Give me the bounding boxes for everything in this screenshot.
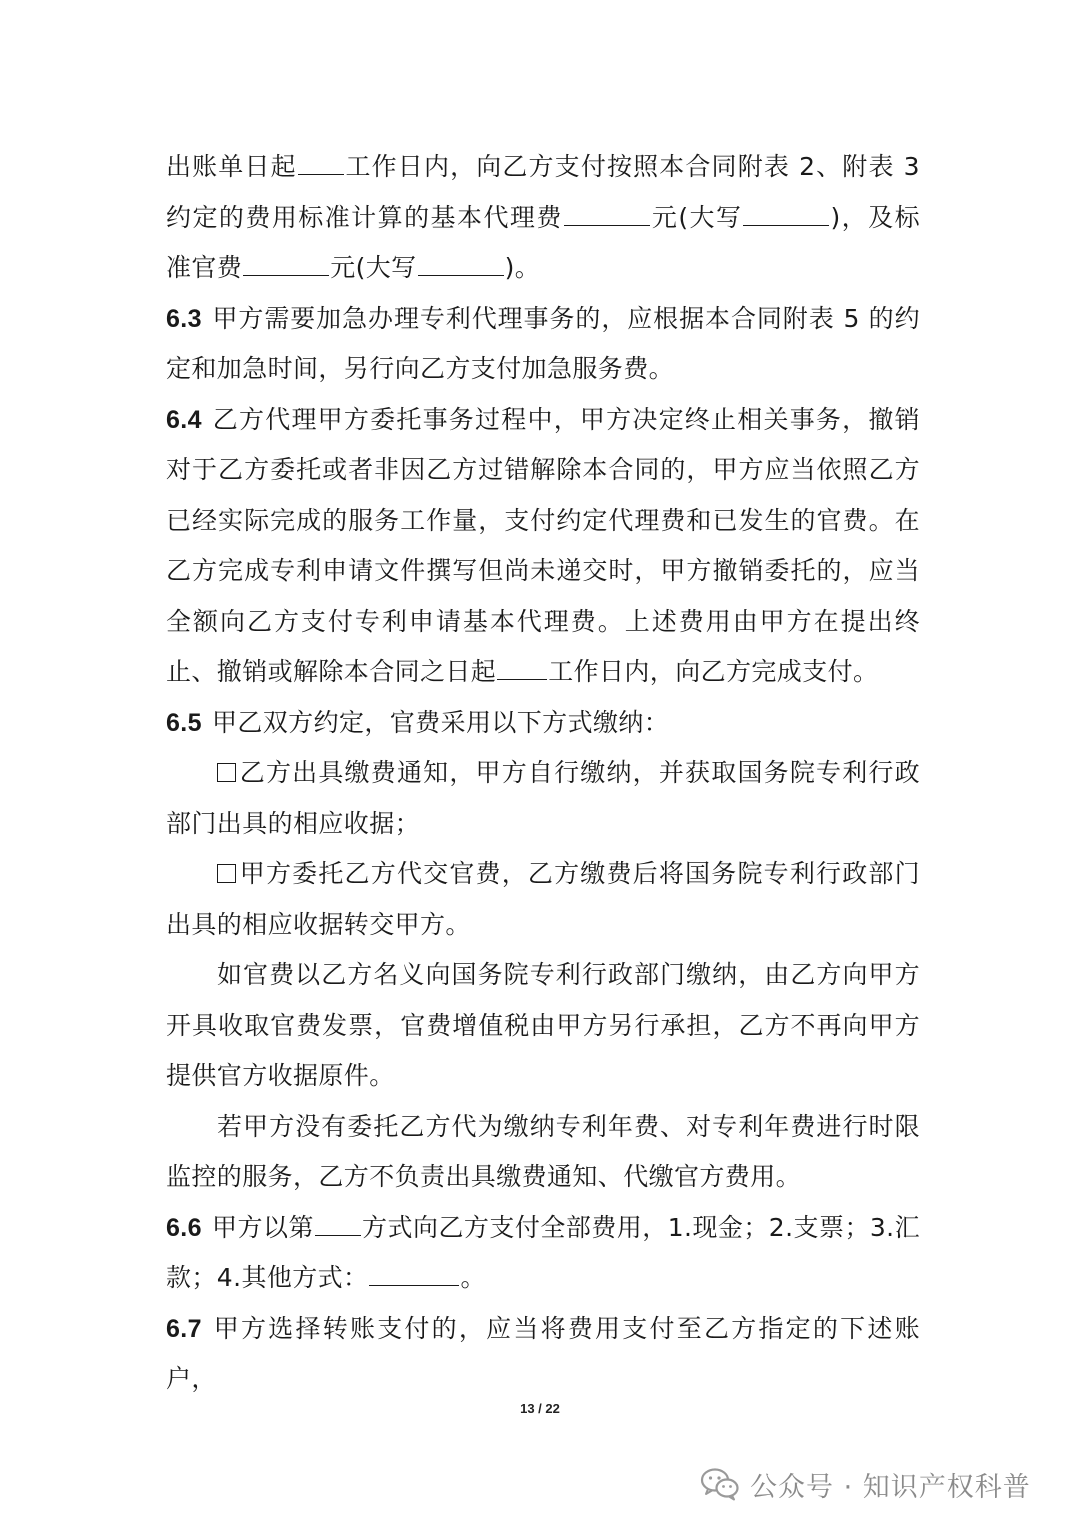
blank-field	[298, 146, 344, 175]
blank-field	[315, 1207, 361, 1236]
clause-number: 6.6	[166, 1213, 202, 1242]
page-number: 13 / 22	[520, 1401, 560, 1416]
clause-text: 方式向乙方支付全部费用，1.现金；2.支票；3.汇款；4.其他方式：	[166, 1212, 920, 1292]
clause-text: 甲方需要加急办理专利代理事务的，应根据本合同附表 5 的约定和加急时间，另行向乙方支付加急服务费。	[166, 303, 920, 383]
clause-text: 甲乙双方约定，官费采用以下方式缴纳：	[211, 707, 670, 737]
text-segment: 元(大写	[330, 253, 417, 282]
clause-6-5	[166, 698, 920, 749]
clause-text: 甲方选择转账支付的，应当将费用支付至乙方指定的下述账户，	[166, 1313, 920, 1393]
note-invoice: 如官费以乙方名义向国务院专利行政部门缴纳，由乙方向甲方开具收取官费发票，官费增值税由甲方另行承担，乙方不再向甲方提供官方收据原件。	[166, 960, 920, 1090]
option-text: 甲方委托乙方代交官费，乙方缴费后将国务院专利行政部门出具的相应收据转交甲方。	[166, 859, 920, 939]
blank-field	[369, 1257, 459, 1286]
blank-field	[497, 651, 547, 680]
watermark-label: 公众号 · 知识产权科普	[750, 1471, 1031, 1503]
option-text: 乙方出具缴费通知，甲方自行缴纳，并获取国务院专利行政部门出具的相应收据；	[166, 758, 920, 838]
clause-number: 6.3	[166, 304, 202, 333]
blank-field	[743, 197, 829, 226]
checkbox-icon[interactable]	[217, 763, 236, 782]
clause-number: 6.7	[166, 1314, 202, 1343]
clause-text: 甲方以第	[211, 1212, 314, 1242]
note-annual-fee: 若甲方没有委托乙方代为缴纳专利年费、对专利年费进行时限监控的服务，乙方不负责出具缴费通知、代缴官方费用。	[166, 1111, 920, 1191]
text-segment: 工作日内，向乙方支付按照本合同附表 2、附表 3 约定的费用标准计算的基本代理费	[166, 152, 920, 232]
wechat-icon	[700, 1467, 740, 1501]
clause-text: 乙方代理甲方委托事务过程中，甲方决定终止相关事务，撤销对于乙方委托或者非因乙方过错解除本合同的，甲方应当依照乙方已经实际完成的服务工作量，支付约定代理费和已发生的官费。在乙方完成专利申请文件撰写但尚未递交时，甲方撤销委托的，应当全额向乙方支付专利申请基本代理费。上述费用由甲方在提出终止、撤销或解除本合同之日起	[166, 404, 920, 686]
checkbox-icon[interactable]	[217, 864, 236, 883]
text-segment: )。	[504, 253, 541, 282]
clause-number: 6.4	[166, 405, 202, 434]
text-segment: 元(大写	[650, 202, 743, 232]
clause-number: 6.5	[166, 708, 202, 737]
paragraph-payment-continued	[166, 142, 920, 294]
option-self-pay	[166, 748, 920, 849]
blank-field	[243, 247, 329, 276]
blank-field	[418, 247, 504, 276]
option-agent-pay	[166, 849, 920, 950]
text-segment: 出账单日起	[166, 152, 297, 181]
document-body	[166, 142, 920, 1405]
clause-6-7	[166, 1304, 920, 1405]
blank-field	[564, 197, 650, 226]
clause-text: 。	[460, 1263, 486, 1292]
clause-6-3	[166, 294, 920, 395]
watermark	[700, 1462, 1031, 1506]
clause-6-6	[166, 1203, 920, 1304]
clause-text: 工作日内，向乙方完成支付。	[548, 657, 879, 686]
clause-6-4	[166, 395, 920, 698]
text-segment: )，及标准官费	[166, 202, 920, 282]
